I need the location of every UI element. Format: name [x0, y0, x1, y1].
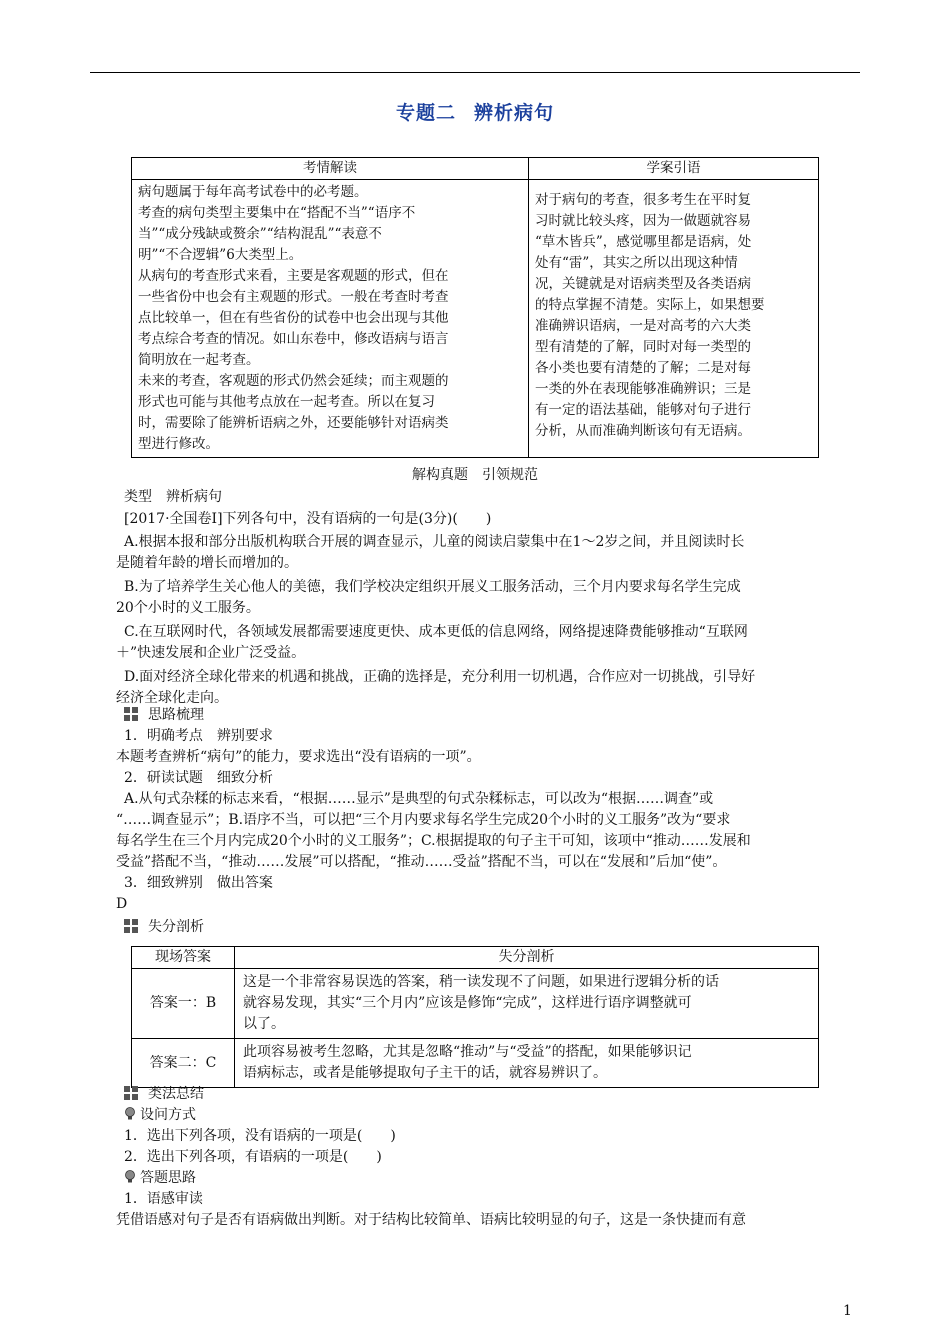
shifen-heading: 失分剖析	[124, 917, 884, 938]
shifen-row1-text: 这是一个非常容易误选的答案，稍一读发现不了问题，如果进行逻辑分析的话 就容易发现，其实“三个月内”应该是修饰“完成”，这样进行语序调整就可 以了。	[235, 969, 819, 1039]
overview-right-cell: 对于病句的考查，很多考生在平时复 习时就比较头疼，因为一做题就容易 “草木皆兵”，感觉哪里都是语病，处 处有“雷”，其实之所以出现这种情 况，关键就是对语病类型及各类语病 的特点掌握不清楚。实际上，如果想要 准确辨识语病，一是对高考的六大类 型有清楚的了解，同时对每一类型的 各小类也要有清楚的了解；二是对每 一类的外在表现能够准确辨识；三是 有一定的语法基础，能够对句子进行 分析，从而准确判断该句有无语病。	[529, 180, 819, 458]
option-b-line1: B.为了培养学生关心他人的美德，我们学校决定组织开展义工服务活动，三个月内要求每名学生完成	[124, 579, 741, 595]
page-title	[0, 98, 950, 125]
leifa-item1-body: 凭借语感对句子是否有语病做出判断。对于结构比较简单、语病比较明显的句子，这是一条快捷而有意	[116, 1212, 746, 1228]
silu-step1-body: 本题考查辨析“病句”的能力，要求选出“没有语病的一项”。	[116, 749, 481, 765]
type-line: 类型 辨析病句	[124, 489, 222, 505]
title-part1: 专题二	[395, 102, 456, 124]
shifen-row2-label: 答案二：C	[132, 1039, 235, 1088]
option-d-line2: 经济全球化走向。	[116, 690, 228, 706]
option-c-line1: C.在互联网时代，各领域发展都需要速度更快、成本更低的信息网络，网络提速降费能够推动“互联网	[124, 624, 748, 640]
leifa-q2: 2．选出下列各项，有语病的一项是( )	[124, 1149, 382, 1165]
leifa-sub1: 设问方式	[124, 1105, 884, 1126]
option-a-line1: A.根据本报和部分出版机构联合开展的调查显示，儿童的阅读启蒙集中在1～2岁之间，并且阅读时长	[124, 534, 745, 550]
shifen-col2: 失分剖析	[235, 947, 819, 969]
shifen-col1: 现场答案	[132, 947, 235, 969]
grid-square-icon	[124, 919, 138, 933]
leifa-item1: 1．语感审读	[124, 1191, 203, 1207]
shifen-row1-label: 答案一：B	[132, 969, 235, 1039]
leifa-q1: 1．选出下列各项，没有语病的一项是( )	[124, 1128, 396, 1144]
page-number: 1	[843, 1303, 852, 1319]
header-rule	[90, 72, 860, 73]
silu-answer: D	[116, 896, 128, 912]
title-part2: 辨析病句	[474, 102, 555, 124]
overview-header-left: 考情解读	[132, 158, 529, 180]
overview-header-right: 学案引语	[529, 158, 819, 180]
grid-square-icon	[124, 707, 138, 721]
option-a-line2: 是随着年龄的增长而增加的。	[116, 555, 298, 571]
leifa-heading: 类法总结	[124, 1084, 884, 1105]
silu-heading: 思路梳理	[124, 705, 884, 726]
shifen-table	[131, 946, 819, 1088]
silu-step1-title: 1．明确考点 辨别要求	[124, 728, 273, 744]
question-stem: [2017·全国卷Ⅰ]下列各句中，没有语病的一句是(3分)( )	[124, 511, 492, 527]
leifa-block	[116, 1084, 884, 1231]
leifa-sub2: 答题思路	[124, 1168, 884, 1189]
lightbulb-icon	[124, 1107, 136, 1121]
option-c-line2: ＋”快速发展和企业广泛受益。	[116, 645, 306, 661]
option-b-line2: 20个小时的义工服务。	[116, 600, 260, 616]
overview-left-cell: 病句题属于每年高考试卷中的必考题。 考查的病句类型主要集中在“搭配不当”“语序不 当”“成分残缺或赘余”“结构混乱”“表意不 明”“不合逻辑”6大类型上。 从病句的考查形式来看，主要是客观题的形式，但在 一些省份中也会有主观题的形式。一般在考查时考查 点比较单一，但在有些省份的试卷中也会出现与其他 考点综合考查的情况。如山东卷中，修改语病与语言 简明放在一起考查。 未来的考查，客观题的形式仍然会延续；而主观题的 形式也可能与其他考点放在一起考查。所以在复习 时，需要除了能辨析语病之外，还要能够针对语病类 型进行修改。	[132, 180, 529, 458]
grid-square-icon	[124, 1086, 138, 1100]
lightbulb-icon	[124, 1170, 136, 1184]
section-heading: 解构真题 引领规范	[412, 467, 538, 483]
overview-table	[131, 157, 819, 458]
silu-step2-title: 2．研读试题 细致分析	[124, 770, 273, 786]
shifen-row2-text: 此项容易被考生忽略，尤其是忽略“推动”与“受益”的搭配，如果能够识记 语病标志，或者是能够提取句子主干的话，就容易辨识了。	[235, 1039, 819, 1088]
option-d-line1: D.面对经济全球化带来的机遇和挑战，正确的选择是，充分利用一切机遇，合作应对一切挑战，引导好	[124, 669, 756, 685]
question-block	[116, 509, 864, 709]
silu-block: 思路梳理 1．明确考点 辨别要求 本题考查辨析“病句”的能力，要求选出“没有语病的一项”。 2．研读试题 细致分析 A.从句式杂糅的标志来看，“根据……显示”是典型的句式杂糅标志，可以改为“根据……调查”或 “……调查显示”；B.语序不当，可以把“三个月内要求每名学生完成20个小时的义工服务”改为“要求 每名学生在三个月内完成20个小时的义工服务”；C.根据提取的句子主干可知，该项中“推动……发展和 受益”搭配不当，“推动……发展”可以搭配，“推动……受益”搭配不当，可以在“发展和”后加“使”。 3．细致辨别 做出答案 D 失分剖析	[124, 705, 884, 938]
silu-step3-title: 3．细致辨别 做出答案	[124, 875, 273, 891]
